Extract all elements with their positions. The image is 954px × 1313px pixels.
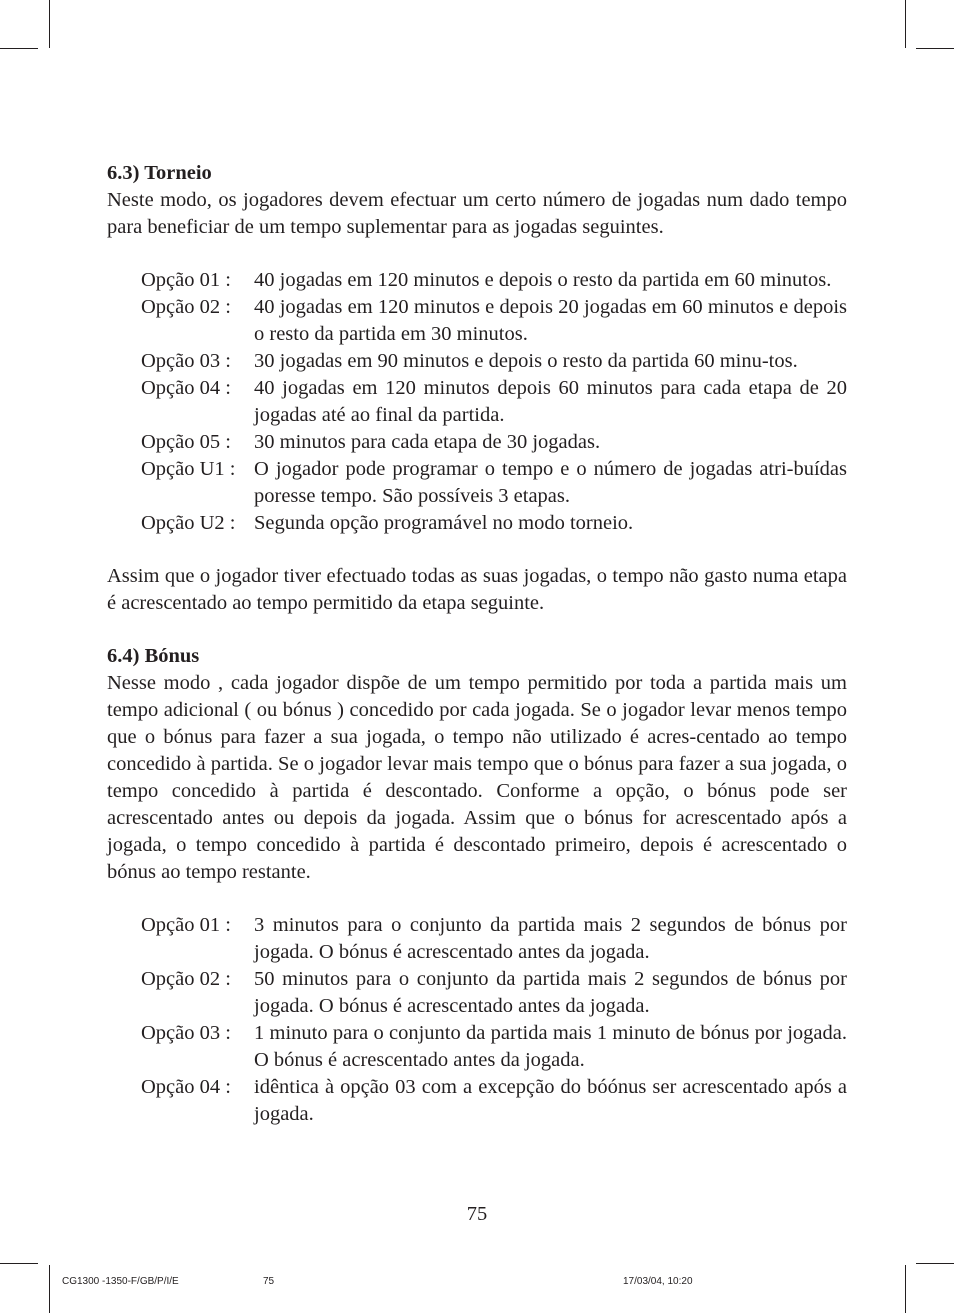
option-text: 1 minuto para o conjunto da partida mais 1 minuto de bónus por jogada. O bónus é acrescentado antes da jogada. — [254, 1022, 847, 1071]
section-heading-torneio: 6.3) Torneio — [107, 162, 212, 184]
option-item — [141, 966, 847, 1020]
page-content — [107, 160, 847, 1128]
option-text: O jogador pode programar o tempo e o número de jogadas atri-buídas poresse tempo. São possíveis 3 etapas. — [254, 458, 847, 507]
option-label: Opção U1 : — [141, 458, 236, 480]
option-label: Opção 04 : — [141, 377, 231, 399]
torneio-options-list — [141, 267, 847, 537]
option-text: 40 jogadas em 120 minutos depois 60 minutos para cada etapa de 20 jogadas até ao final da partida. — [254, 377, 847, 426]
option-text: idêntica à opção 03 com a excepção do bóónus ser acrescentado após a jogada. — [254, 1076, 847, 1125]
option-text: 50 minutos para o conjunto da partida mais 2 segundos de bónus por jogada. O bónus é acrescentado antes da jogada. — [254, 968, 847, 1017]
crop-mark-bottom-left-horizontal — [0, 1263, 38, 1264]
option-label: Opção 02 : — [141, 968, 231, 990]
option-label: Opção 01 : — [141, 269, 231, 291]
page-number: 75 — [466, 1203, 488, 1225]
option-text: 30 jogadas em 90 minutos e depois o resto da partida 60 minu-tos. — [254, 350, 798, 372]
option-item — [141, 1074, 847, 1128]
option-item — [141, 912, 847, 966]
option-text: Segunda opção programável no modo torneio. — [254, 512, 634, 534]
section-heading-bonus: 6.4) Bónus — [107, 645, 200, 667]
option-item — [141, 348, 847, 375]
crop-mark-bottom-left-vertical — [49, 1265, 50, 1313]
crop-mark-bottom-right-vertical — [905, 1265, 906, 1313]
option-item — [141, 510, 847, 537]
torneio-intro: Neste modo, os jogadores devem efectuar um certo número de jogadas num dado tempo para beneficiar de um tempo suplementar para as jogadas seguintes. — [107, 189, 847, 238]
option-label: Opção U2 : — [141, 512, 236, 534]
option-text: 40 jogadas em 120 minutos e depois 20 jogadas em 60 minutos e depois o resto da partida em 30 minutos. — [254, 296, 847, 345]
option-item — [141, 456, 847, 510]
bonus-intro: Nesse modo , cada jogador dispõe de um tempo permitido por toda a partida mais um tempo adicional ( ou bónus ) concedido por cada jogada. Se o jogador levar menos tempo que o bónus para fazer a sua jogada, o tempo não utilizado é acres-centado ao tempo concedido à partida. Se o jogador levar mais tempo que o bónus para fazer a sua jogada, o tempo concedido à partida é descontado. Conforme a opção, o bónus pode ser acrescentado antes ou depois da jogada. Assim que o bónus for acrescentado após a jogada, o tempo concedido à partida é descontado primeiro, depois é acrescentado o bónus ao tempo restante. — [107, 672, 847, 883]
crop-mark-top-left-horizontal — [0, 48, 38, 49]
option-label: Opção 04 : — [141, 1076, 231, 1098]
footer-datetime: 17/03/04, 10:20 — [623, 1276, 693, 1287]
footer-doc-code: CG1300 -1350-F/GB/P/I/E — [62, 1276, 179, 1287]
option-item — [141, 375, 847, 429]
crop-mark-top-left-vertical — [49, 0, 50, 48]
crop-mark-top-right-vertical — [905, 0, 906, 48]
option-label: Opção 03 : — [141, 350, 231, 372]
torneio-closing: Assim que o jogador tiver efectuado todas as suas jogadas, o tempo não gasto numa etapa é acrescentado ao tempo permitido da etapa seguinte. — [107, 565, 847, 614]
option-label: Opção 03 : — [141, 1022, 231, 1044]
option-label: Opção 05 : — [141, 431, 231, 453]
option-label: Opção 01 : — [141, 914, 231, 936]
crop-mark-top-right-horizontal — [916, 48, 954, 49]
option-text: 40 jogadas em 120 minutos e depois o resto da partida em 60 minutos. — [254, 269, 832, 291]
footer-page: 75 — [263, 1276, 275, 1287]
option-item — [141, 294, 847, 348]
option-label: Opção 02 : — [141, 296, 231, 318]
option-text: 3 minutos para o conjunto da partida mais 2 segundos de bónus por jogada. O bónus é acrescentado antes da jogada. — [254, 914, 847, 963]
bonus-options-list — [141, 912, 847, 1128]
option-text: 30 minutos para cada etapa de 30 jogadas. — [254, 431, 601, 453]
option-item — [141, 267, 847, 294]
crop-mark-bottom-right-horizontal — [916, 1263, 954, 1264]
option-item — [141, 429, 847, 456]
option-item — [141, 1020, 847, 1074]
